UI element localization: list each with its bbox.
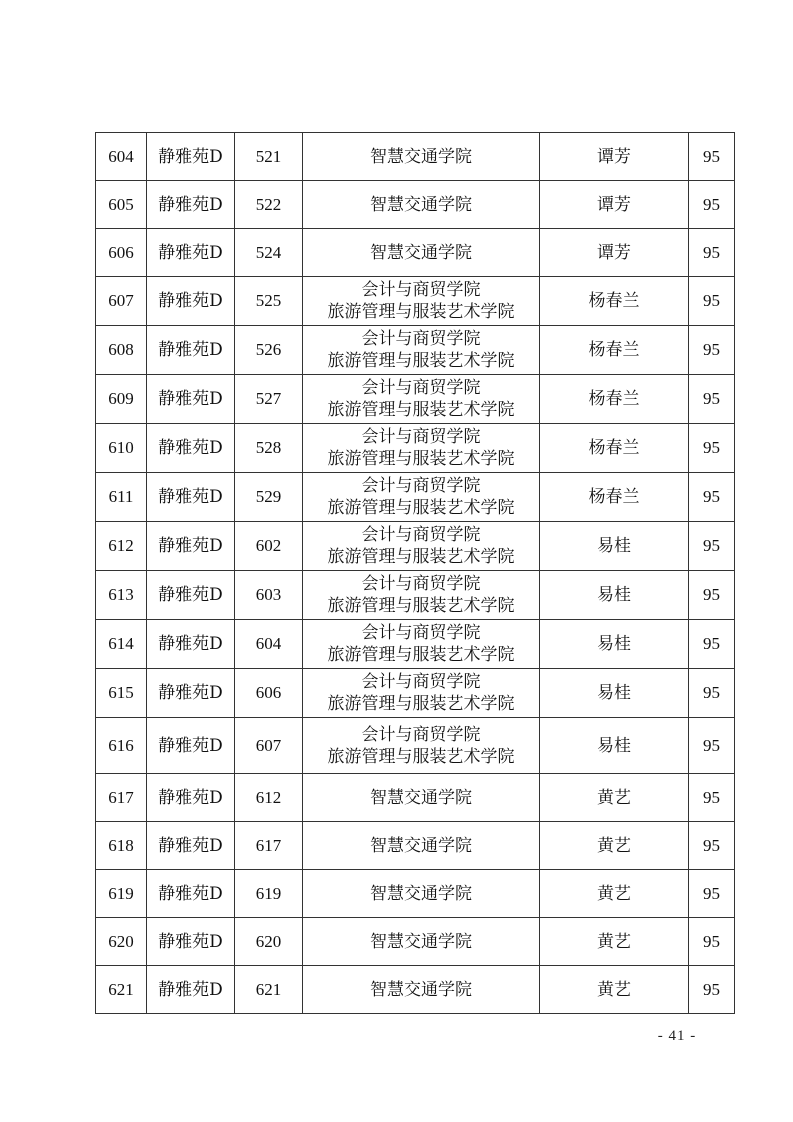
score-cell: 95 — [689, 133, 735, 181]
score-cell: 95 — [689, 181, 735, 229]
teacher-cell: 易桂 — [540, 522, 689, 571]
college-cell — [303, 620, 540, 669]
score-cell: 95 — [689, 522, 735, 571]
college-name: 智慧交通学院 — [370, 787, 472, 808]
college-name: 旅游管理与服装艺术学院 — [327, 351, 515, 371]
college-name: 会计与商贸学院 — [361, 623, 481, 643]
table-row — [96, 181, 735, 229]
teacher-cell: 易桂 — [540, 620, 689, 669]
row-number-cell: 607 — [96, 277, 147, 326]
room-number-cell: 529 — [235, 473, 303, 522]
room-number-cell: 606 — [235, 669, 303, 718]
score-cell: 95 — [689, 424, 735, 473]
score-cell: 95 — [689, 571, 735, 620]
room-number-cell: 527 — [235, 375, 303, 424]
building-cell: 静雅苑D — [147, 229, 235, 277]
row-number-cell: 605 — [96, 181, 147, 229]
building-cell: 静雅苑D — [147, 133, 235, 181]
building-cell: 静雅苑D — [147, 375, 235, 424]
college-name: 会计与商贸学院 — [361, 724, 481, 745]
row-number-cell: 613 — [96, 571, 147, 620]
college-name: 会计与商贸学院 — [361, 427, 481, 447]
row-number-cell: 606 — [96, 229, 147, 277]
room-number-cell: 612 — [235, 774, 303, 822]
score-cell: 95 — [689, 966, 735, 1014]
teacher-cell: 易桂 — [540, 718, 689, 774]
table-row — [96, 326, 735, 375]
teacher-cell: 杨春兰 — [540, 277, 689, 326]
college-name: 旅游管理与服装艺术学院 — [327, 400, 515, 420]
building-cell: 静雅苑D — [147, 571, 235, 620]
college-name: 会计与商贸学院 — [361, 378, 481, 398]
table-row — [96, 571, 735, 620]
room-number-cell: 602 — [235, 522, 303, 571]
room-number-cell: 521 — [235, 133, 303, 181]
score-cell: 95 — [689, 375, 735, 424]
table-row — [96, 822, 735, 870]
college-name: 智慧交通学院 — [370, 194, 472, 215]
building-cell: 静雅苑D — [147, 822, 235, 870]
college-cell — [303, 718, 540, 774]
college-name: 智慧交通学院 — [370, 931, 472, 952]
college-name: 会计与商贸学院 — [361, 476, 481, 496]
table-row — [96, 133, 735, 181]
room-number-cell: 525 — [235, 277, 303, 326]
table-row — [96, 870, 735, 918]
score-cell: 95 — [689, 870, 735, 918]
college-name: 旅游管理与服装艺术学院 — [327, 302, 515, 322]
table-row — [96, 669, 735, 718]
table-row — [96, 620, 735, 669]
score-cell: 95 — [689, 822, 735, 870]
score-cell: 95 — [689, 620, 735, 669]
row-number-cell: 615 — [96, 669, 147, 718]
teacher-cell: 易桂 — [540, 571, 689, 620]
college-cell — [303, 229, 540, 277]
score-cell: 95 — [689, 774, 735, 822]
room-number-cell: 522 — [235, 181, 303, 229]
table-row — [96, 424, 735, 473]
teacher-cell: 杨春兰 — [540, 326, 689, 375]
table-row — [96, 918, 735, 966]
building-cell: 静雅苑D — [147, 870, 235, 918]
table-row — [96, 229, 735, 277]
table-row — [96, 277, 735, 326]
teacher-cell: 谭芳 — [540, 133, 689, 181]
college-cell — [303, 181, 540, 229]
college-name: 智慧交通学院 — [370, 883, 472, 904]
row-number-cell: 614 — [96, 620, 147, 669]
building-cell: 静雅苑D — [147, 718, 235, 774]
row-number-cell: 604 — [96, 133, 147, 181]
building-cell: 静雅苑D — [147, 669, 235, 718]
room-number-cell: 607 — [235, 718, 303, 774]
dormitory-score-table — [95, 132, 735, 1014]
building-cell: 静雅苑D — [147, 966, 235, 1014]
college-name: 旅游管理与服装艺术学院 — [327, 645, 515, 665]
teacher-cell: 黄艺 — [540, 966, 689, 1014]
room-number-cell: 524 — [235, 229, 303, 277]
college-name: 旅游管理与服装艺术学院 — [327, 498, 515, 518]
row-number-cell: 616 — [96, 718, 147, 774]
building-cell: 静雅苑D — [147, 473, 235, 522]
college-name: 会计与商贸学院 — [361, 672, 481, 692]
row-number-cell: 610 — [96, 424, 147, 473]
college-name: 会计与商贸学院 — [361, 329, 481, 349]
row-number-cell: 609 — [96, 375, 147, 424]
building-cell: 静雅苑D — [147, 181, 235, 229]
room-number-cell: 526 — [235, 326, 303, 375]
college-cell — [303, 669, 540, 718]
building-cell: 静雅苑D — [147, 774, 235, 822]
college-cell — [303, 424, 540, 473]
building-cell: 静雅苑D — [147, 918, 235, 966]
table-row — [96, 774, 735, 822]
teacher-cell: 谭芳 — [540, 229, 689, 277]
score-cell: 95 — [689, 669, 735, 718]
college-name: 智慧交通学院 — [370, 242, 472, 263]
room-number-cell: 528 — [235, 424, 303, 473]
college-name: 旅游管理与服装艺术学院 — [327, 596, 515, 616]
score-cell: 95 — [689, 229, 735, 277]
row-number-cell: 617 — [96, 774, 147, 822]
room-number-cell: 620 — [235, 918, 303, 966]
college-cell — [303, 774, 540, 822]
building-cell: 静雅苑D — [147, 277, 235, 326]
building-cell: 静雅苑D — [147, 326, 235, 375]
teacher-cell: 谭芳 — [540, 181, 689, 229]
row-number-cell: 618 — [96, 822, 147, 870]
row-number-cell: 611 — [96, 473, 147, 522]
college-name: 旅游管理与服装艺术学院 — [327, 449, 515, 469]
teacher-cell: 杨春兰 — [540, 375, 689, 424]
teacher-cell: 黄艺 — [540, 918, 689, 966]
college-name: 会计与商贸学院 — [361, 574, 481, 594]
room-number-cell: 621 — [235, 966, 303, 1014]
room-number-cell: 617 — [235, 822, 303, 870]
table-row — [96, 375, 735, 424]
table-row — [96, 966, 735, 1014]
row-number-cell: 621 — [96, 966, 147, 1014]
teacher-cell: 易桂 — [540, 669, 689, 718]
teacher-cell: 黄艺 — [540, 822, 689, 870]
table-row — [96, 522, 735, 571]
score-cell: 95 — [689, 918, 735, 966]
row-number-cell: 612 — [96, 522, 147, 571]
college-name: 旅游管理与服装艺术学院 — [327, 746, 515, 767]
row-number-cell: 620 — [96, 918, 147, 966]
college-name: 旅游管理与服装艺术学院 — [327, 694, 515, 714]
college-cell — [303, 473, 540, 522]
score-cell: 95 — [689, 326, 735, 375]
teacher-cell: 杨春兰 — [540, 424, 689, 473]
college-cell — [303, 375, 540, 424]
room-number-cell: 603 — [235, 571, 303, 620]
college-name: 会计与商贸学院 — [361, 280, 481, 300]
college-name: 智慧交通学院 — [370, 146, 472, 167]
college-cell — [303, 133, 540, 181]
college-name: 会计与商贸学院 — [361, 525, 481, 545]
score-cell: 95 — [689, 473, 735, 522]
row-number-cell: 608 — [96, 326, 147, 375]
page-number: - 41 - — [657, 1028, 697, 1044]
room-number-cell: 619 — [235, 870, 303, 918]
college-cell — [303, 966, 540, 1014]
row-number-cell: 619 — [96, 870, 147, 918]
score-cell: 95 — [689, 277, 735, 326]
teacher-cell: 黄艺 — [540, 870, 689, 918]
college-cell — [303, 870, 540, 918]
building-cell: 静雅苑D — [147, 424, 235, 473]
college-cell — [303, 571, 540, 620]
college-name: 旅游管理与服装艺术学院 — [327, 547, 515, 567]
score-cell: 95 — [689, 718, 735, 774]
college-cell — [303, 918, 540, 966]
room-number-cell: 604 — [235, 620, 303, 669]
college-cell — [303, 277, 540, 326]
building-cell: 静雅苑D — [147, 620, 235, 669]
teacher-cell: 黄艺 — [540, 774, 689, 822]
teacher-cell: 杨春兰 — [540, 473, 689, 522]
college-cell — [303, 822, 540, 870]
college-cell — [303, 326, 540, 375]
table-row — [96, 473, 735, 522]
college-cell — [303, 522, 540, 571]
building-cell: 静雅苑D — [147, 522, 235, 571]
table-row — [96, 718, 735, 774]
college-name: 智慧交通学院 — [370, 979, 472, 1000]
college-name: 智慧交通学院 — [370, 835, 472, 856]
